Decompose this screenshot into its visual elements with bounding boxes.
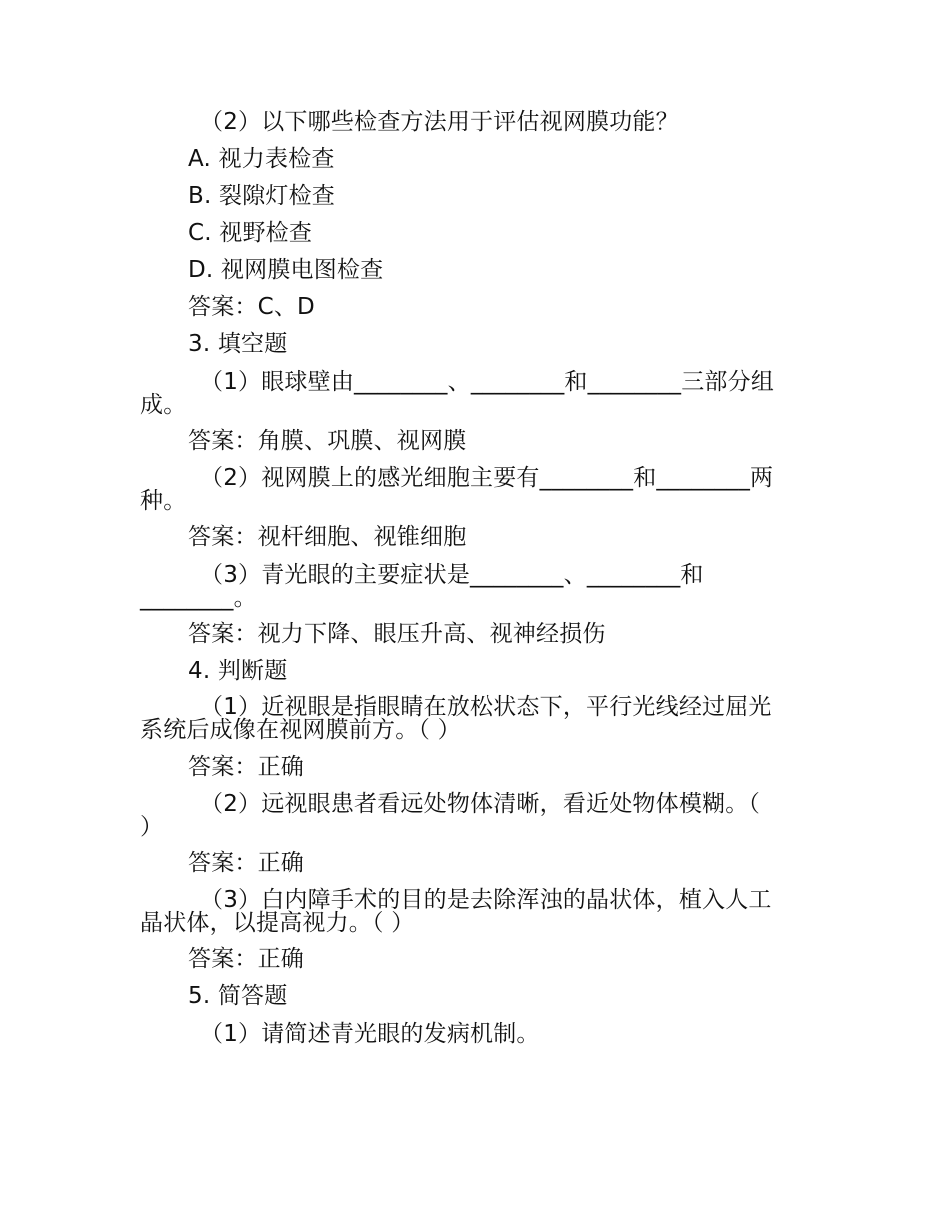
section-heading: 4. 判断题	[188, 658, 288, 684]
question-text-continued: 系统后成像在视网膜前方。（ ）	[140, 717, 461, 743]
answer-text: 答案：正确	[188, 946, 304, 972]
answer-text: 答案：视力下降、眼压升高、视神经损伤	[188, 621, 606, 647]
question-text: （3）青光眼的主要症状是________、________和	[200, 562, 704, 588]
question-text-continued: 成。	[140, 392, 187, 418]
section-heading: 3. 填空题	[188, 331, 288, 357]
question-text: （2）视网膜上的感光细胞主要有________和________两	[200, 465, 774, 491]
option-c: C. 视野检查	[188, 220, 313, 246]
option-d: D. 视网膜电图检查	[188, 257, 384, 283]
answer-text: 答案：视杆细胞、视锥细胞	[188, 524, 467, 550]
question-text-continued: ________。	[140, 585, 257, 611]
question-text: （1）请简述青光眼的发病机制。	[200, 1021, 540, 1047]
answer-text: 答案：C、D	[188, 294, 315, 320]
question-text-continued: ）	[140, 814, 164, 840]
option-b: B. 裂隙灯检查	[188, 183, 336, 209]
option-a: A. 视力表检查	[188, 146, 335, 172]
answer-text: 答案：角膜、巩膜、视网膜	[188, 428, 467, 454]
question-text-continued: 晶状体，以提高视力。（ ）	[140, 910, 415, 936]
section-heading: 5. 简答题	[188, 983, 288, 1009]
question-text: （2）以下哪些检查方法用于评估视网膜功能？	[200, 109, 679, 135]
question-text-continued: 种。	[140, 488, 187, 514]
question-text: （2）远视眼患者看远处物体清晰，看近处物体模糊。（	[200, 791, 761, 817]
question-text: （1）近视眼是指眼睛在放松状态下，平行光线经过屈光	[200, 694, 772, 720]
answer-text: 答案：正确	[188, 850, 304, 876]
answer-text: 答案：正确	[188, 754, 304, 780]
question-text: （3）白内障手术的目的是去除浑浊的晶状体，植入人工	[200, 887, 772, 913]
question-text: （1）眼球壁由________、________和________三部分组	[200, 369, 775, 395]
